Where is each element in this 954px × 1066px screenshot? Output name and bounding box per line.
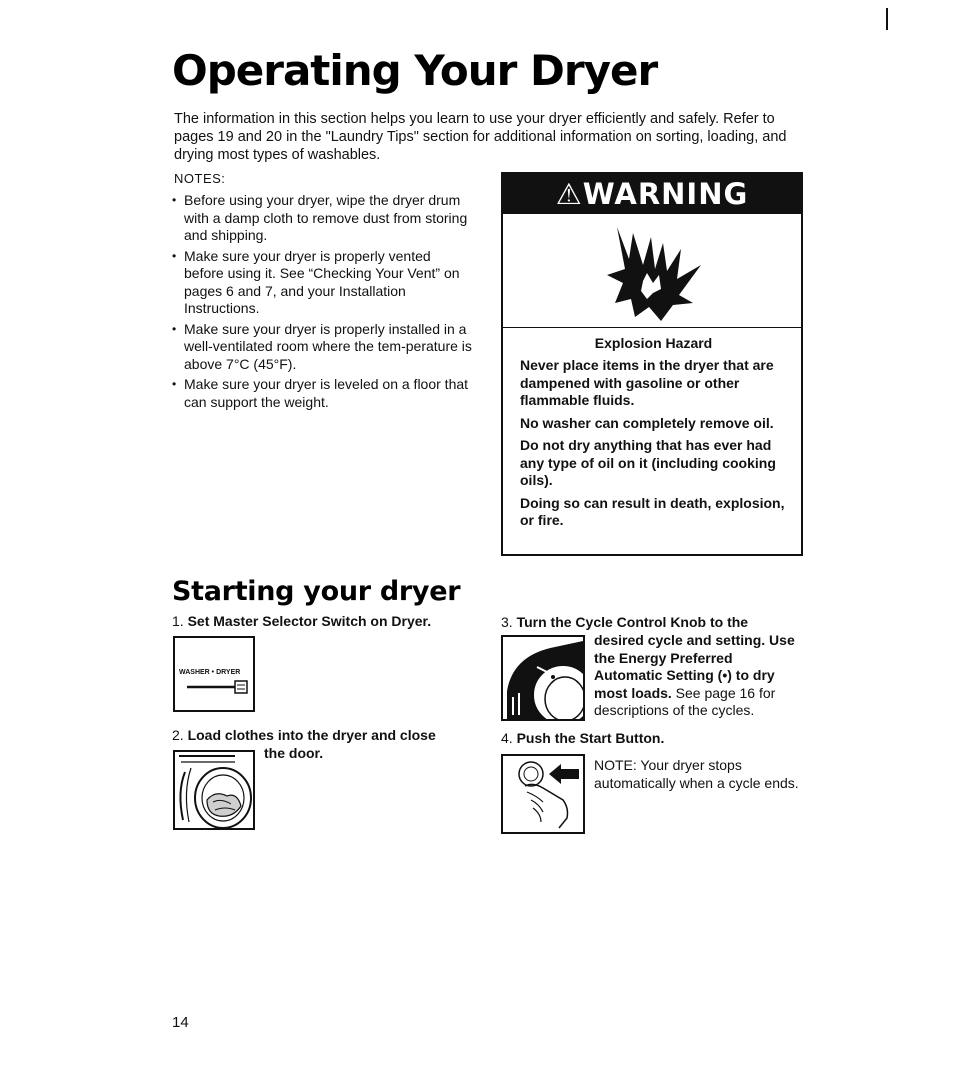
notes-list [172, 192, 472, 414]
warning-triangle-icon: ⚠ [555, 177, 583, 211]
warning-header [503, 174, 801, 214]
step-3-normal-text: See page 16 for descriptions of the cycles. [594, 684, 776, 718]
section-title: Starting your dryer [172, 576, 461, 607]
warning-header-text: WARNING [582, 177, 749, 211]
warning-paragraph: No washer can completely remove oil. [520, 414, 774, 431]
note-item: • Make sure your dryer is leveled on a floor that can support the weight. [172, 376, 472, 411]
warning-graphic [503, 214, 801, 328]
step-3-description [594, 632, 799, 720]
selector-switch-icon [185, 680, 249, 694]
switch-label-washer: WASHER [179, 669, 210, 676]
step-1-heading [172, 613, 482, 631]
warning-paragraph: Do not dry anything that has ever had any type of oil on it (including cooking oils). [520, 437, 776, 488]
margin-change-bar [886, 8, 888, 30]
switch-labels: WASHER • DRYER [179, 669, 241, 676]
warning-paragraph: Never place items in the dryer that are dampened with gasoline or other flammable fluids. [520, 357, 774, 408]
step-number: 4. [501, 730, 513, 746]
switch-label-dryer: DRYER [216, 669, 241, 676]
note-item: • Make sure your dryer is properly vented before using it. See “Checking Your Vent” on pages 6 and 7, and your Installation Instructions. [172, 248, 472, 318]
warning-box [501, 172, 803, 556]
cycle-knob-illustration [501, 635, 585, 721]
step-number: 3. [501, 614, 513, 630]
step-number: 2. [172, 727, 184, 743]
step-3-text: Turn the Cycle Control Knob to the [516, 614, 749, 630]
selector-switch-illustration [173, 636, 255, 712]
explosion-hazard-icon [597, 219, 707, 323]
warning-paragraph: Doing so can result in death, explosion, or fire. [520, 494, 785, 528]
note-item: • Before using your dryer, wipe the dryer drum with a damp cloth to remove dust from storing and shipping. [172, 192, 472, 245]
cycle-knob-icon [503, 637, 583, 719]
dryer-drum-icon [175, 752, 253, 828]
step-3-bold-text: desired cycle and setting. Use the Energy Preferred Automatic Setting (•) to dry most loads. [594, 632, 795, 701]
dryer-loading-illustration [173, 750, 255, 830]
step-2-text: Load clothes into the dryer and close [187, 727, 436, 743]
notes-label: NOTES: [174, 171, 226, 186]
page-title: Operating Your Dryer [172, 46, 658, 95]
step-4-text: Push the Start Button. [516, 730, 665, 746]
start-button-icon [503, 756, 583, 832]
step-3-heading [501, 614, 801, 632]
step-2-text-continued: the door. [264, 745, 324, 761]
step-number: 1. [172, 613, 184, 629]
warning-body [503, 328, 801, 530]
step-1-text: Set Master Selector Switch on Dryer. [187, 613, 432, 629]
step-4-heading [501, 730, 801, 748]
step-4-note: NOTE: Your dryer stops automatically when a cycle ends. [594, 757, 799, 791]
note-item: • Make sure your dryer is properly installed in a well-ventilated room where the tem-perature is above 7°C (45°F). [172, 321, 472, 374]
page-number: 14 [172, 1014, 189, 1031]
hazard-title: Explosion Hazard [594, 335, 713, 351]
step-2-heading [172, 727, 482, 745]
intro-paragraph: The information in this section helps you learn to use your dryer efficiently and safely. Refer to pages 19 and 20 in the "Laundry Tips" section for additional information on sorting, loading, and drying most types of washables. [174, 111, 787, 163]
start-button-illustration [501, 754, 585, 834]
